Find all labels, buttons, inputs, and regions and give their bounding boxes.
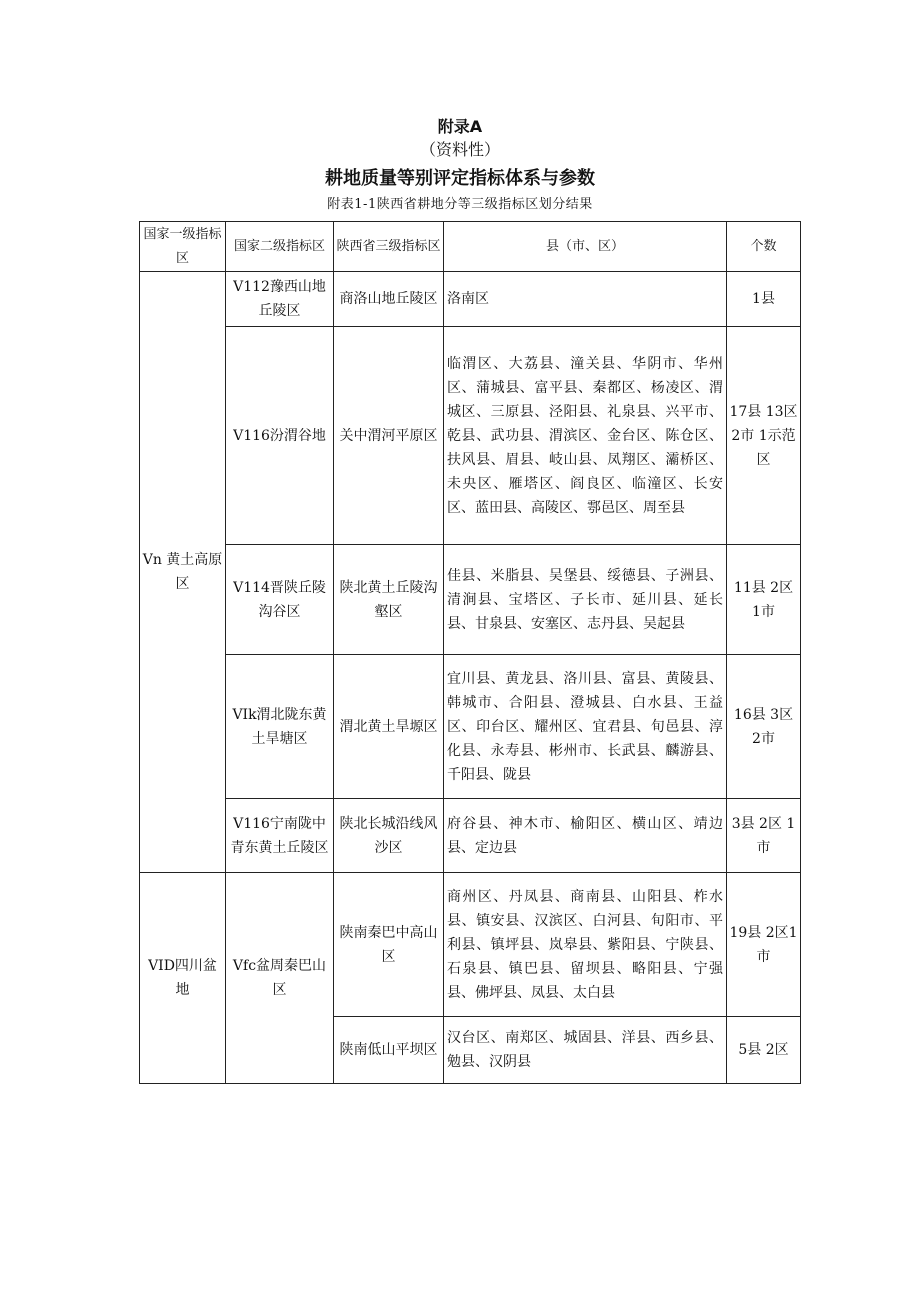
header-level1: 国家一级指标区: [140, 222, 226, 272]
count-cell: 17县 13区 2市 1示范区: [727, 327, 801, 545]
table-row: [140, 655, 801, 799]
counties-cell: 商州区、丹凤县、商南县、山阳县、柞水县、镇安县、汉滨区、白河县、旬阳市、平利县、镇坪县、岚皋县、紫阳县、宁陕县、石泉县、镇巴县、留坝县、略阳县、宁强县、佛坪县、凤县、太白县: [444, 873, 727, 1017]
page-title: 耕地质量等别评定指标体系与参数: [325, 168, 595, 189]
level2-cell: V116汾渭谷地: [226, 327, 334, 545]
table-header-row: [140, 222, 801, 272]
level3-cell: 陕北黄土丘陵沟壑区: [334, 545, 444, 655]
counties-cell: 汉台区、南郑区、城固县、洋县、西乡县、勉县、汉阴县: [444, 1017, 727, 1084]
count-cell: 1县: [727, 272, 801, 327]
table-caption: 附表1-1陕西省耕地分等三级指标区划分结果: [327, 197, 593, 212]
counties-cell: 洛南区: [444, 272, 727, 327]
level3-cell: 陕南秦巴中高山区: [334, 873, 444, 1017]
count-cell: 3县 2区 1市: [727, 799, 801, 873]
count-cell: 19县 2区1市: [727, 873, 801, 1017]
table-row: [140, 873, 801, 1017]
table-row: [140, 327, 801, 545]
count-cell: 11县 2区 1市: [727, 545, 801, 655]
level2-cell: V112豫西山地丘陵区: [226, 272, 334, 327]
level3-cell: 渭北黄土旱塬区: [334, 655, 444, 799]
header-count: 个数: [727, 222, 801, 272]
header-level3: 陕西省三级指标区: [334, 222, 444, 272]
counties-cell: 宜川县、黄龙县、洛川县、富县、黄陵县、韩城市、合阳县、澄城县、白水县、王益区、印台区、耀州区、宜君县、旬邑县、淳化县、永寿县、彬州市、长武县、麟游县、千阳县、陇县: [444, 655, 727, 799]
level2-cell: V116宁南陇中青东黄土丘陵区: [226, 799, 334, 873]
appendix-heading: 附录A: [437, 117, 483, 136]
table-row: [140, 545, 801, 655]
count-cell: 16县 3区 2市: [727, 655, 801, 799]
level1-cell-sichuan: VID四川盆地: [140, 873, 226, 1084]
counties-cell: 佳县、米脂县、吴堡县、绥德县、子洲县、清涧县、宝塔区、子长市、延川县、延长县、甘泉县、安塞区、志丹县、吴起县: [444, 545, 727, 655]
table-row: [140, 799, 801, 873]
counties-cell: 府谷县、神木市、榆阳区、横山区、靖边县、定边县: [444, 799, 727, 873]
level1-cell-loess: Vn 黄土高原区: [140, 272, 226, 873]
header-counties: 县（市、区）: [444, 222, 727, 272]
index-zone-table: [139, 221, 801, 1084]
table-row: [140, 272, 801, 327]
level3-cell: 关中渭河平原区: [334, 327, 444, 545]
appendix-note: （资料性）: [419, 140, 500, 159]
level2-cell: V114晋陕丘陵沟谷区: [226, 545, 334, 655]
level2-cell: Vfc盆周秦巴山区: [226, 873, 334, 1084]
counties-cell: 临渭区、大荔县、潼关县、华阴市、华州区、蒲城县、富平县、秦都区、杨凌区、渭城区、三原县、泾阳县、礼泉县、兴平市、乾县、武功县、渭滨区、金台区、陈仓区、扶风县、眉县、岐山县、凤翔区、灞桥区、未央区、雁塔区、阎良区、临潼区、长安区、蓝田县、高陵区、鄠邑区、周至县: [444, 327, 727, 545]
level3-cell: 陕北长城沿线风沙区: [334, 799, 444, 873]
level3-cell: 陕南低山平坝区: [334, 1017, 444, 1084]
header-level2: 国家二级指标区: [226, 222, 334, 272]
level2-cell: VIk渭北陇东黄土旱塘区: [226, 655, 334, 799]
level3-cell: 商洛山地丘陵区: [334, 272, 444, 327]
count-cell: 5县 2区: [727, 1017, 801, 1084]
